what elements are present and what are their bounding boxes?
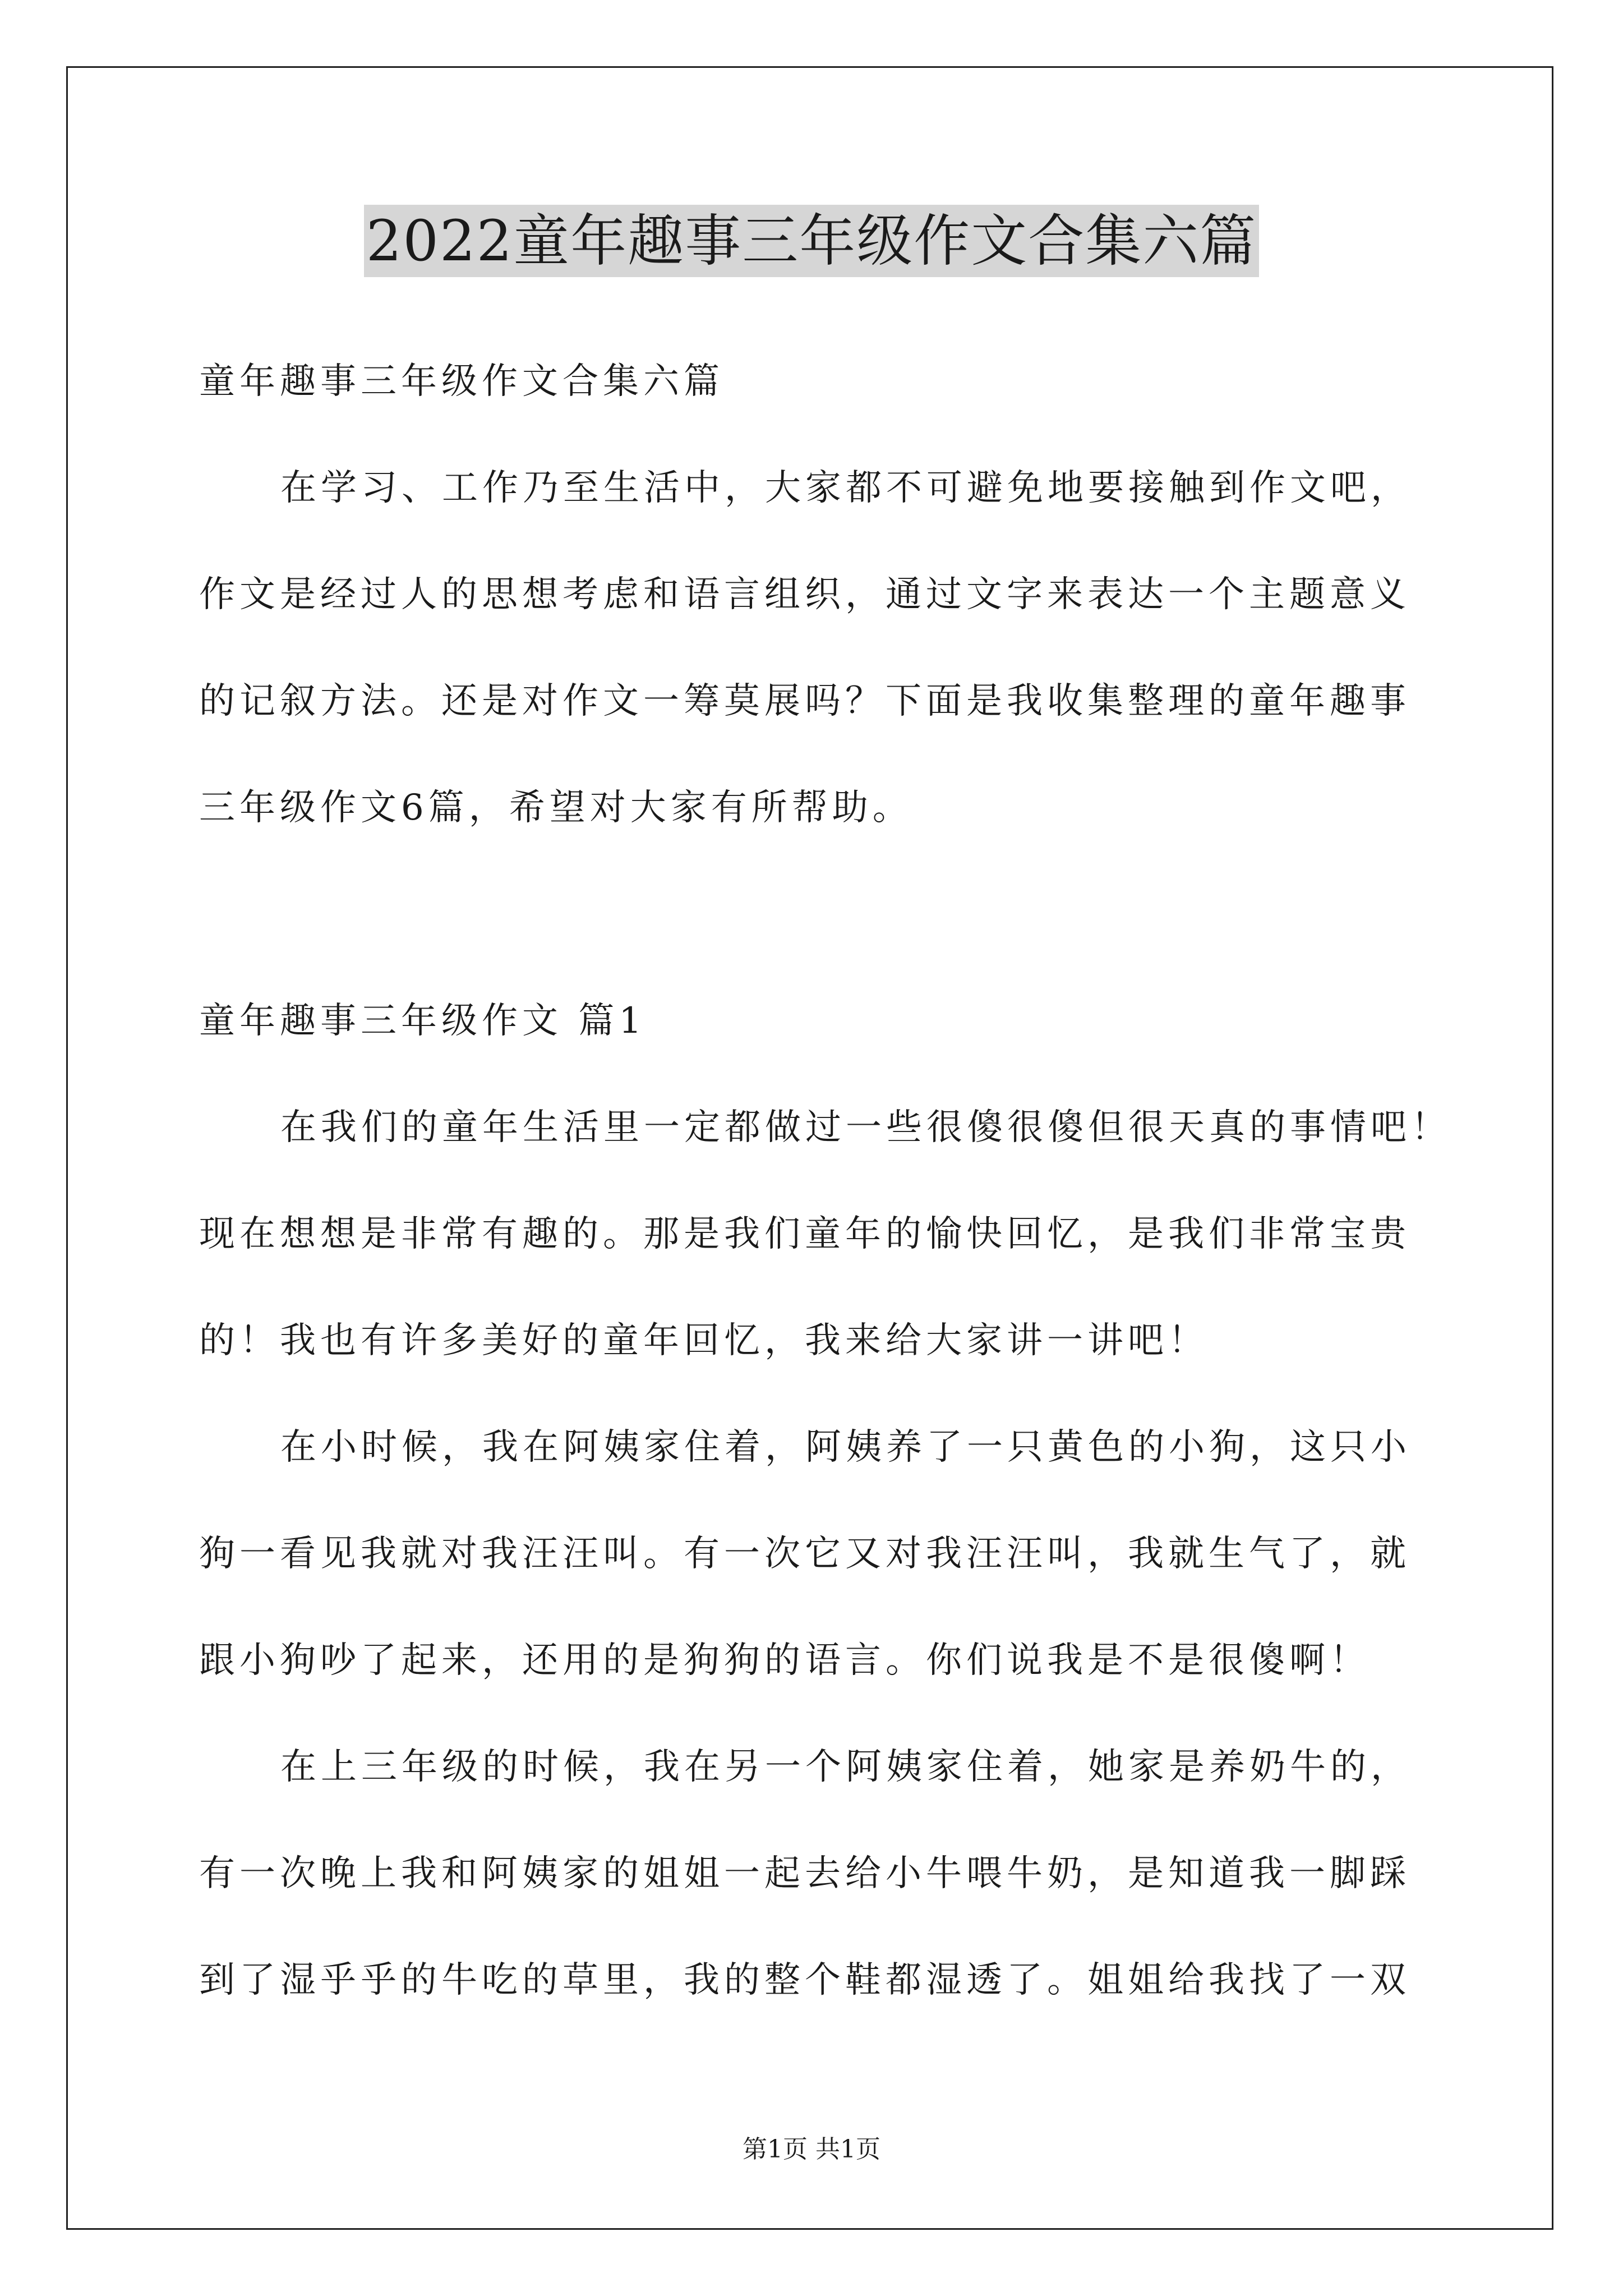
document-title [0, 202, 1623, 280]
paragraph2-line-2: 狗一看见我就对我汪汪叫。有一次它又对我汪汪叫，我就生气了，就 [199, 1533, 1410, 1575]
intro-line-4: 三年级作文6篇，希望对大家有所帮助。 [199, 787, 913, 829]
paragraph1-line-2: 现在想想是非常有趣的。那是我们童年的愉快回忆，是我们非常宝贵 [199, 1213, 1410, 1255]
intro-line-2: 作文是经过人的思想考虑和语言组织，通过文字来表达一个主题意义 [199, 574, 1410, 615]
paragraph1-line-3: 的！我也有许多美好的童年回忆，我来给大家讲一讲吧！ [199, 1320, 1209, 1361]
section-heading: 童年趣事三年级作文 篇1 [199, 1000, 647, 1042]
paragraph3-line-1: 在上三年级的时候，我在另一个阿姨家住着，她家是养奶牛的， [280, 1746, 1411, 1788]
document-subtitle: 童年趣事三年级作文合集六篇 [199, 361, 724, 402]
page-footer: 第1页 共1页 [743, 2135, 880, 2164]
intro-line-3: 的记叙方法。还是对作文一筹莫展吗？下面是我收集整理的童年趣事 [199, 680, 1410, 722]
intro-line-1: 在学习、工作乃至生活中，大家都不可避免地要接触到作文吧， [280, 467, 1411, 509]
paragraph1-line-1: 在我们的童年生活里一定都做过一些很傻很傻但很天真的事情吧！ [280, 1107, 1451, 1148]
paragraph2-line-3: 跟小狗吵了起来，还用的是狗狗的语言。你们说我是不是很傻啊！ [199, 1640, 1370, 1681]
paragraph2-line-1: 在小时候，我在阿姨家住着，阿姨养了一只黄色的小狗，这只小 [280, 1427, 1411, 1468]
document-title-text: 2022童年趣事三年级作文合集六篇 [364, 205, 1260, 277]
paragraph3-line-3: 到了湿乎乎的牛吃的草里，我的整个鞋都湿透了。姐姐给我找了一双 [199, 1959, 1410, 2001]
paragraph3-line-2: 有一次晚上我和阿姨家的姐姐一起去给小牛喂牛奶，是知道我一脚踩 [199, 1853, 1410, 1894]
